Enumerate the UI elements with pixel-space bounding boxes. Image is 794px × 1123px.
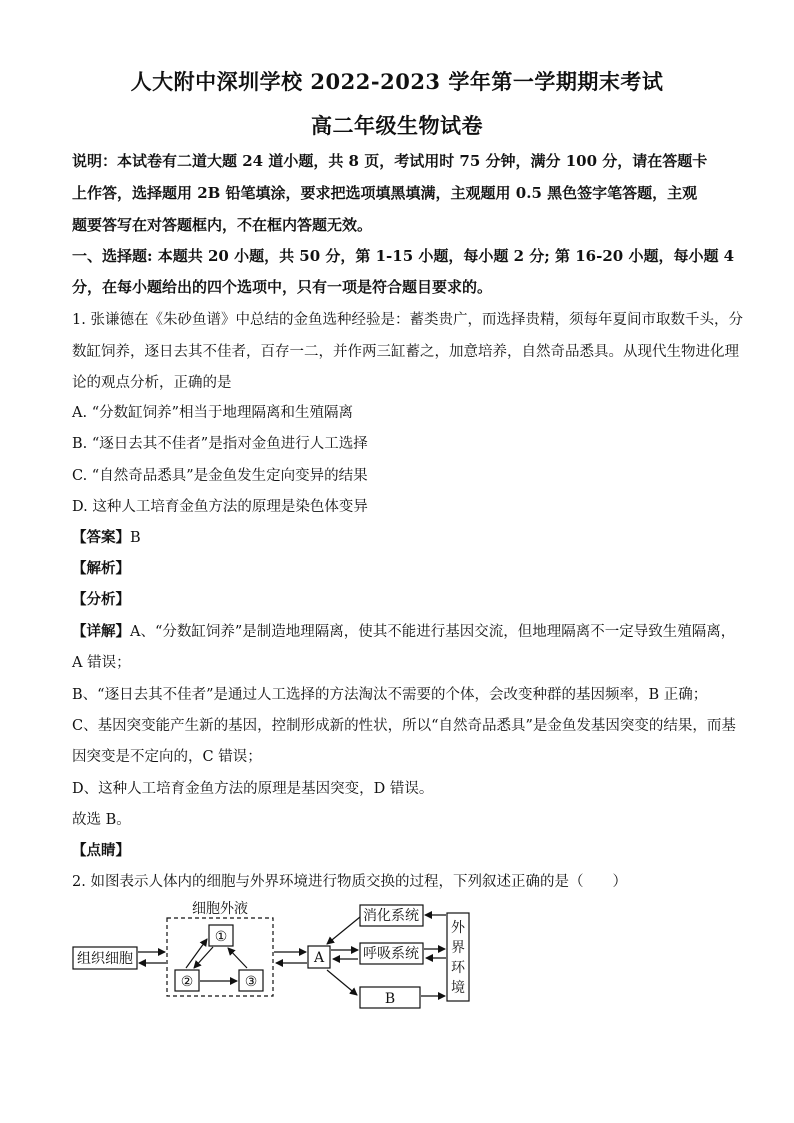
q1-option-b: B. “逐日去其不佳者”是指对金鱼进行人工选择 — [72, 436, 368, 452]
arrow-a-to-b — [327, 970, 357, 995]
external-char-1: 外 — [451, 920, 465, 936]
fenxi-tag: 【分析】 — [72, 591, 130, 608]
q1-stem-line-1: 1. 张谦德在《朱砂鱼谱》中总结的金鱼选种经验是：蓄类贵广，而选择贵精，须每年夏间市取数千头，分 — [72, 312, 743, 328]
node-1-label: ① — [214, 929, 228, 945]
node-3-label: ③ — [244, 974, 258, 990]
detail-line-5: 因突变是不定向的，C 错误； — [72, 749, 262, 765]
page-title: 人大附中深圳学校 2022-2023 学年第一学期期末考试 — [130, 69, 664, 94]
q1-stem-line-2: 数缸饲养，逐日去其不佳者，百存一二，并作两三缸蓄之，加意培养，自然奇品悉具。从现代生物进化理 — [72, 344, 739, 360]
node-b-label: B — [384, 991, 396, 1007]
detail-text-1: A、“分数缸饲养”是制造地理隔离，使其不能进行基因交流，但地理隔离不一定导致生殖隔离， — [130, 624, 736, 640]
detail-line-6: D、这种人工培育金鱼方法的原理是基因突变，D 错误。 — [72, 781, 434, 797]
section-heading-line-2: 分，在每小题给出的四个选项中，只有一项是符合题目要求的。 — [72, 278, 493, 296]
dianjing-tag: 【点睛】 — [72, 842, 130, 859]
arrow-digestive-to-a — [327, 917, 360, 944]
respiratory-label: 呼吸系统 — [363, 946, 419, 962]
fluid-label: 细胞外液 — [192, 901, 248, 917]
node-2-label: ② — [180, 974, 194, 990]
detail-line-2: A 错误； — [72, 655, 131, 671]
section-heading-line-1: 一、选择题: 本题共 20 小题，共 50 分，第 1-15 小题，每小题 2 分; 第 16-20 小题，每小题 4 — [72, 247, 735, 265]
instructions-line-2: 上作答，选择题用 2B 铅笔填涂，要求把选项填黑填满，主观题用 0.5 黑色签字笔答题，主观 — [72, 184, 698, 202]
q1-stem-line-3: 论的观点分析，正确的是 — [72, 375, 232, 391]
tissue-cell-label: 组织细胞 — [77, 951, 133, 967]
digestive-label: 消化系统 — [363, 908, 419, 924]
external-char-2: 界 — [451, 940, 465, 956]
q1-option-d: D. 这种人工培育金鱼方法的原理是染色体变异 — [72, 499, 368, 515]
answer-tag: 【答案】 — [72, 529, 130, 546]
external-char-4: 境 — [451, 980, 465, 996]
q2-stem: 2. 如图表示人体内的细胞与外界环境进行物质交换的过程，下列叙述正确的是（ ） — [72, 874, 627, 890]
arrow-3-to-1 — [228, 948, 247, 968]
detail-tag: 【详解】 — [72, 623, 130, 640]
arrow-1-to-2 — [194, 947, 213, 968]
instructions-line-1: 说明：本试卷有二道大题 24 道小题，共 8 页，考试用时 75 分钟，满分 100 分，请在答题卡 — [72, 152, 708, 170]
page-subtitle: 高二年级生物试卷 — [311, 113, 483, 138]
q1-option-a: A. “分数缸饲养”相当于地理隔离和生殖隔离 — [72, 405, 354, 421]
detail-line-4: C、基因突变能产生新的基因，控制形成新的性状，所以“自然奇品悉具”是金鱼发基因突变的结果，而基 — [72, 718, 736, 734]
node-a-label: A — [313, 950, 325, 966]
answer-value: B — [130, 530, 141, 546]
analysis-tag: 【解析】 — [72, 560, 130, 577]
external-char-3: 环 — [451, 960, 465, 976]
instructions-line-3: 题要答写在对答题框内，不在框内答题无效。 — [72, 216, 373, 234]
detail-line-7: 故选 B。 — [72, 812, 131, 828]
arrow-2-to-1 — [186, 939, 207, 968]
detail-line-3: B、“逐日去其不佳者”是通过人工选择的方法淘汰不需要的个体，会改变种群的基因频率，B 正确； — [72, 687, 708, 703]
q1-option-c: C. “自然奇品悉具”是金鱼发生定向变异的结果 — [72, 468, 368, 484]
